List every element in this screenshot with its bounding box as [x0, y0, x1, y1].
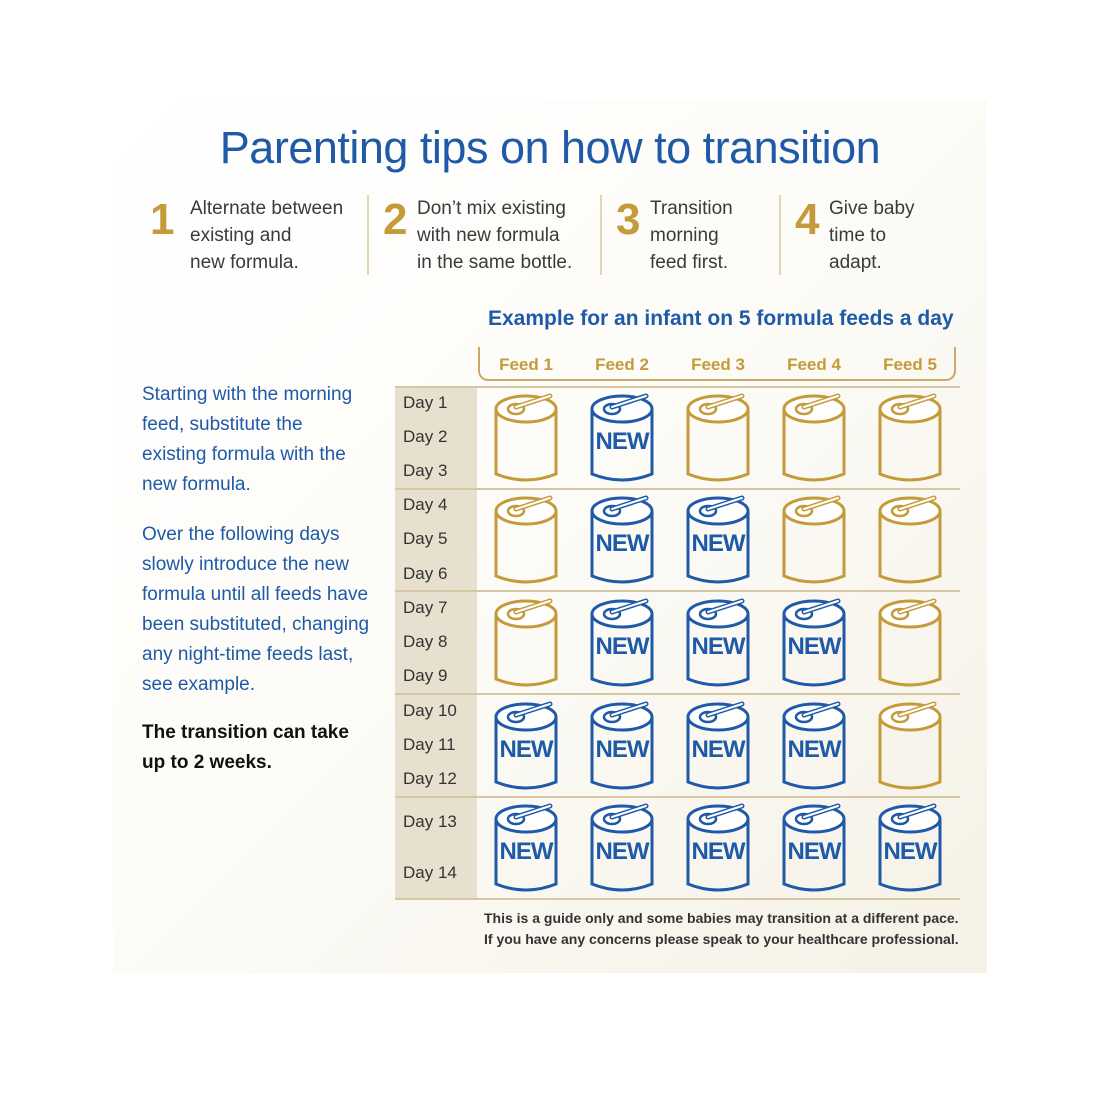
tip-number: 1 — [150, 195, 175, 244]
tip-text: Don’t mix existing with new formula in the same bottle. — [417, 198, 573, 273]
day-label-1: Day 1 — [403, 393, 448, 412]
tip-1 — [150, 195, 370, 275]
group-separator — [395, 693, 960, 695]
side-paragraph-1: Starting with the morning feed, substitute the existing formula with the new formula. — [142, 384, 353, 495]
grid-top-line — [395, 386, 960, 388]
day-label-13: Day 13 — [403, 812, 457, 831]
new-formula-can-icon — [780, 800, 848, 896]
existing-formula-can-icon — [780, 390, 848, 486]
tip-number: 4 — [795, 195, 820, 244]
group-separator — [395, 898, 960, 900]
existing-formula-can-icon — [684, 390, 752, 486]
new-label: NEW — [595, 428, 649, 455]
tip-2 — [383, 195, 598, 275]
new-formula-can-icon — [876, 800, 944, 896]
day-label-11: Day 11 — [403, 735, 456, 754]
day-label-5: Day 5 — [403, 529, 448, 548]
existing-formula-can-icon — [876, 595, 944, 691]
tip-text: Alternate between existing and new formula. — [190, 198, 344, 273]
tip-divider — [600, 195, 602, 275]
existing-formula-can-icon — [876, 698, 944, 794]
tips-row — [150, 195, 950, 280]
new-formula-can-icon — [588, 698, 656, 794]
new-formula-can-icon — [684, 698, 752, 794]
new-label: NEW — [595, 633, 649, 660]
day-label-9: Day 9 — [403, 666, 448, 685]
existing-formula-can-icon — [492, 492, 560, 588]
tip-3 — [616, 195, 766, 275]
day-label-6: Day 6 — [403, 564, 448, 583]
new-label: NEW — [691, 838, 745, 865]
new-label: NEW — [595, 838, 649, 865]
new-label: NEW — [499, 838, 553, 865]
existing-formula-can-icon — [876, 390, 944, 486]
feed-label-4: Feed 4 — [787, 355, 841, 374]
new-label: NEW — [787, 736, 841, 763]
day-label-8: Day 8 — [403, 632, 448, 651]
day-label-4: Day 4 — [403, 495, 448, 514]
tip-number: 3 — [616, 195, 641, 244]
new-label: NEW — [883, 838, 937, 865]
new-formula-can-icon — [684, 595, 752, 691]
tip-divider — [367, 195, 369, 275]
new-formula-can-icon — [492, 698, 560, 794]
group-separator — [395, 796, 960, 798]
new-formula-can-icon — [588, 800, 656, 896]
new-label: NEW — [787, 633, 841, 660]
day-label-2: Day 2 — [403, 427, 448, 446]
day-label-7: Day 7 — [403, 598, 448, 617]
existing-formula-can-icon — [492, 390, 560, 486]
new-formula-can-icon — [588, 595, 656, 691]
new-label: NEW — [691, 736, 745, 763]
footer-line-1: This is a guide only and some babies may transition at a different pace. — [484, 910, 959, 926]
new-label: NEW — [691, 530, 745, 557]
feed-label-3: Feed 3 — [691, 355, 745, 374]
tip-4 — [795, 195, 945, 275]
footer-line-2: If you have any concerns please speak to your healthcare professional. — [484, 931, 959, 947]
existing-formula-can-icon — [780, 492, 848, 588]
new-label: NEW — [787, 838, 841, 865]
feed-label-1: Feed 1 — [499, 355, 553, 374]
new-formula-can-icon — [684, 800, 752, 896]
tip-divider — [779, 195, 781, 275]
feed-label-5: Feed 5 — [883, 355, 937, 374]
new-formula-can-icon — [684, 492, 752, 588]
new-formula-can-icon — [492, 800, 560, 896]
day-label-3: Day 3 — [403, 461, 448, 480]
tip-text: Transition morning feed first. — [650, 198, 733, 273]
footer-note — [484, 908, 959, 950]
new-formula-can-icon — [588, 492, 656, 588]
new-label: NEW — [499, 736, 553, 763]
example-title: Example for an infant on 5 formula feeds a day — [488, 307, 954, 330]
existing-formula-can-icon — [876, 492, 944, 588]
tip-text: Give baby time to adapt. — [829, 198, 915, 273]
new-label: NEW — [595, 736, 649, 763]
tip-number: 2 — [383, 195, 408, 244]
feed-label-2: Feed 2 — [595, 355, 649, 374]
day-label-14: Day 14 — [403, 863, 457, 882]
existing-formula-can-icon — [492, 595, 560, 691]
new-label: NEW — [691, 633, 745, 660]
group-separator — [395, 488, 960, 490]
group-separator — [395, 590, 960, 592]
new-formula-can-icon — [780, 698, 848, 794]
new-label: NEW — [595, 530, 649, 557]
side-paragraph-3: The transition can take up to 2 weeks. — [142, 722, 349, 773]
day-label-12: Day 12 — [403, 769, 457, 788]
page-title: Parenting tips on how to transition — [219, 122, 881, 173]
day-label-10: Day 10 — [403, 701, 457, 720]
new-formula-can-icon — [780, 595, 848, 691]
side-paragraph-2: Over the following days slowly introduce the new formula until all feeds have been substituted, changing any night-time feeds last, see example. — [142, 524, 370, 695]
new-formula-can-icon — [588, 390, 656, 486]
